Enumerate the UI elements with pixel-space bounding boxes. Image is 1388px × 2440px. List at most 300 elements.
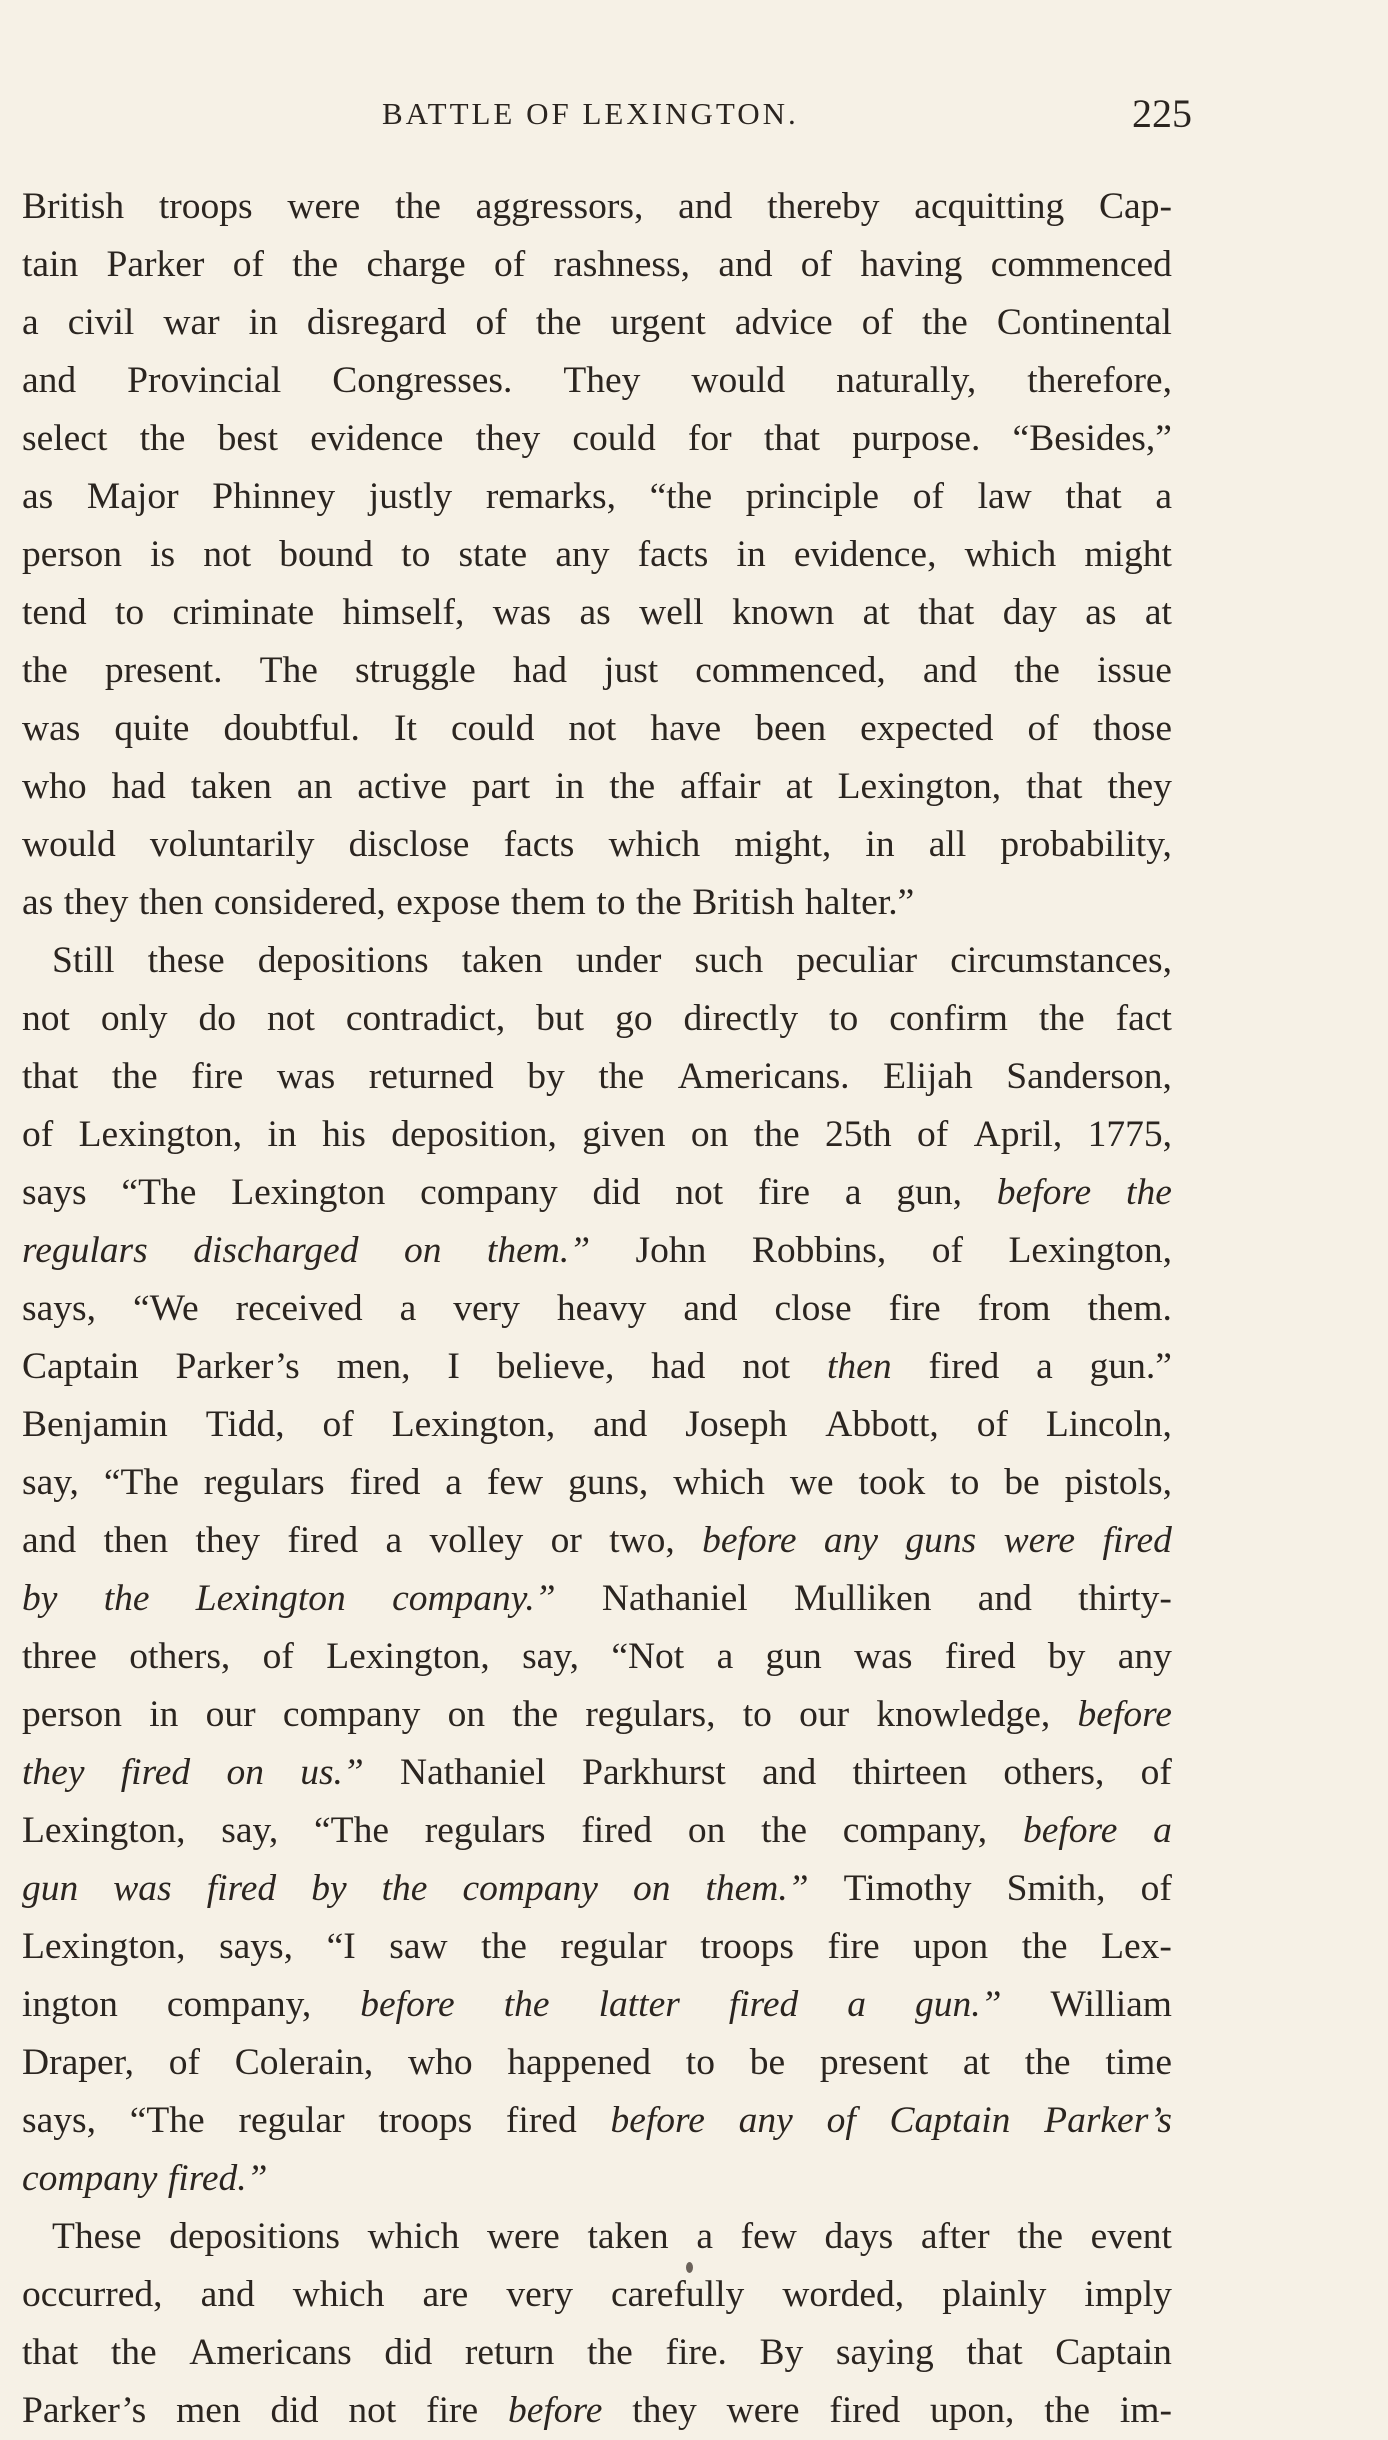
word: “the	[649, 476, 713, 517]
word: to	[829, 998, 859, 1039]
word: contradict,	[345, 998, 506, 1039]
text-line	[22, 758, 1172, 816]
word: in	[865, 824, 895, 865]
text-line	[22, 642, 1172, 700]
word: volley	[429, 1520, 524, 1561]
text-line	[22, 1570, 1172, 1628]
word: an	[296, 766, 333, 807]
word: event	[1090, 2216, 1172, 2257]
word: the	[395, 186, 441, 227]
word: be	[749, 2042, 786, 2083]
word: Congresses.	[332, 360, 513, 401]
word: of	[494, 244, 526, 285]
word: the	[22, 650, 68, 691]
word: and	[200, 2274, 255, 2315]
word: by	[22, 1578, 58, 1619]
word: Abbott,	[825, 1404, 939, 1445]
word: regular	[238, 2100, 345, 2141]
word: Parker’s	[1044, 2100, 1172, 2141]
word: on	[403, 1230, 442, 1271]
word: took	[858, 1462, 926, 1503]
word: the	[381, 1868, 428, 1909]
word: Benjamin	[22, 1404, 168, 1445]
text-line	[22, 1976, 1172, 2034]
word: that	[22, 2332, 79, 2373]
word: says,	[22, 1288, 96, 1329]
word: known	[732, 592, 835, 633]
word: had	[651, 1346, 706, 1387]
word: all	[928, 824, 967, 865]
word: that	[918, 592, 975, 633]
word: bound	[279, 534, 374, 575]
word: and	[683, 1288, 738, 1329]
word: voluntarily	[149, 824, 315, 865]
word: as	[22, 476, 54, 517]
word: return	[464, 2332, 555, 2373]
word: ington	[22, 1984, 118, 2025]
word: which	[964, 534, 1057, 575]
word: Still	[52, 940, 115, 981]
word: in	[149, 1694, 179, 1735]
text-line	[22, 2382, 1172, 2440]
word: fired	[944, 1636, 1016, 1677]
word: thirteen	[852, 1752, 968, 1793]
word: any	[823, 1520, 879, 1561]
word: they	[475, 418, 541, 459]
word: them.”	[486, 1230, 591, 1271]
word: Lexington,	[1008, 1230, 1172, 1271]
word: commenced	[990, 244, 1172, 285]
word: say,	[221, 1810, 279, 1851]
word: the	[1017, 2216, 1064, 2257]
word: knowledge,	[876, 1694, 1051, 1735]
word: Cap-	[1099, 186, 1172, 227]
word: halter.”	[804, 882, 915, 923]
word: by	[1047, 1636, 1086, 1677]
word: law	[977, 476, 1032, 517]
word: fire	[827, 1926, 880, 1967]
word: the	[761, 1810, 807, 1851]
word: regulars,	[585, 1694, 716, 1735]
word: “The	[129, 2100, 205, 2141]
word: to	[685, 2042, 715, 2083]
word: Lexington,	[22, 1810, 186, 1851]
word: the	[1021, 1926, 1068, 1967]
word: imply	[1084, 2274, 1172, 2315]
word: says,	[219, 1926, 294, 1967]
word: not	[568, 708, 617, 749]
word: Captain	[889, 2100, 1011, 2141]
word: any	[1117, 1636, 1172, 1677]
word: select	[22, 418, 108, 459]
running-head	[22, 91, 1192, 136]
text-line	[22, 874, 1172, 932]
word: men	[176, 2390, 241, 2431]
word: fired	[581, 1810, 653, 1851]
word: others,	[1003, 1752, 1105, 1793]
word: us.”	[300, 1752, 364, 1793]
word: Timothy	[843, 1868, 972, 1909]
word: fire	[426, 2390, 479, 2431]
word: but	[536, 998, 585, 1039]
word: days	[824, 2216, 894, 2257]
word: Elijah	[883, 1056, 973, 1097]
word: as	[1085, 592, 1117, 633]
word: plainly	[942, 2274, 1047, 2315]
word: latter	[598, 1984, 680, 2025]
word: thereby	[767, 186, 880, 227]
word: which	[608, 824, 701, 865]
word: Lexington,	[326, 1636, 490, 1677]
word: company	[462, 1868, 598, 1909]
word: them	[510, 882, 586, 923]
word: a	[445, 1462, 462, 1503]
word: Americans.	[677, 1056, 850, 1097]
word: facts	[503, 824, 575, 865]
word: at	[962, 2042, 990, 2083]
word: in	[267, 1114, 297, 1155]
word: had	[512, 650, 567, 691]
word: saw	[389, 1926, 448, 1967]
word: I	[447, 1346, 460, 1387]
word: state	[458, 534, 528, 575]
word: of	[1140, 1752, 1172, 1793]
word: taken	[587, 2216, 669, 2257]
word: “I	[326, 1926, 356, 1967]
word: then	[103, 1520, 169, 1561]
word: evidence	[310, 418, 444, 459]
word: Lexington,	[391, 1404, 556, 1445]
word: principle	[745, 476, 880, 517]
word: his	[322, 1114, 366, 1155]
word: the	[598, 1056, 645, 1097]
word: received	[235, 1288, 363, 1329]
word: gun,	[896, 1172, 962, 1213]
word: and	[22, 1520, 77, 1561]
word: of	[22, 1114, 54, 1155]
word: fired	[728, 1984, 799, 2025]
word: fired	[928, 1346, 1000, 1387]
word: Lex-	[1101, 1926, 1172, 1967]
word: Lexington,	[78, 1114, 243, 1155]
word: Phinney	[212, 476, 336, 517]
word: the	[922, 302, 968, 343]
word: These	[52, 2216, 142, 2257]
word: occurred,	[22, 2274, 163, 2315]
word: fired.”	[167, 2158, 268, 2199]
word: that	[22, 1056, 79, 1097]
word: Continental	[996, 302, 1172, 343]
word: the	[636, 882, 682, 923]
word: well	[639, 592, 704, 633]
word: few	[486, 1462, 544, 1503]
word: and	[593, 1404, 648, 1445]
word: They	[563, 360, 641, 401]
word: Parker	[106, 244, 205, 285]
word: aggressors,	[475, 186, 644, 227]
word: depositions	[257, 940, 429, 981]
text-line	[22, 1744, 1172, 1802]
word: fire	[757, 1172, 811, 1213]
word: 1775,	[1087, 1114, 1172, 1155]
text-line	[22, 816, 1172, 874]
word: we	[789, 1462, 834, 1503]
word: before	[1077, 1694, 1172, 1735]
word: do	[198, 998, 237, 1039]
word: by	[311, 1868, 347, 1909]
word: them.	[1087, 1288, 1172, 1329]
word: on	[226, 1752, 264, 1793]
word: as	[22, 882, 54, 923]
word: that	[1026, 766, 1083, 807]
word: did	[384, 2332, 433, 2373]
word: a	[385, 1520, 403, 1561]
word: who	[408, 2042, 473, 2083]
text-line	[22, 352, 1172, 410]
word: might	[1084, 534, 1172, 575]
text-line	[22, 1860, 1172, 1918]
word: the	[1014, 650, 1060, 691]
word: returned	[368, 1056, 494, 1097]
word: the	[103, 1578, 150, 1619]
word: troops	[158, 186, 253, 227]
word: and	[977, 1578, 1032, 1619]
word: fire.	[665, 2332, 727, 2373]
word: then	[138, 882, 204, 923]
word: and	[22, 360, 77, 401]
word: by	[527, 1056, 565, 1097]
word: deposition,	[391, 1114, 557, 1155]
word: after	[920, 2216, 990, 2257]
word: be	[1004, 1462, 1040, 1503]
text-line	[22, 2092, 1172, 2150]
text-line	[22, 1048, 1172, 1106]
word: “The	[314, 1810, 389, 1851]
word: of	[931, 1230, 963, 1271]
word: to	[596, 882, 626, 923]
word: them.”	[705, 1868, 809, 1909]
word: im-	[1119, 2390, 1172, 2431]
word: present	[819, 2042, 929, 2083]
text-line	[22, 410, 1172, 468]
word: of	[861, 302, 893, 343]
word: regular	[560, 1926, 667, 1967]
word: have	[650, 708, 722, 749]
word: few	[740, 2216, 797, 2257]
word: Lexington	[231, 1172, 386, 1213]
word: a	[716, 1636, 734, 1677]
word: fact	[1115, 998, 1172, 1039]
word: Smith,	[1006, 1868, 1106, 1909]
word: disclose	[348, 824, 470, 865]
word: Colerain,	[234, 2042, 374, 2083]
word: is	[150, 534, 176, 575]
word: a	[847, 1984, 867, 2025]
word: company	[22, 2158, 158, 2199]
word: civil	[67, 302, 135, 343]
word: time	[1105, 2042, 1172, 2083]
word: person	[22, 534, 122, 575]
word: not	[675, 1172, 724, 1213]
word: a	[22, 302, 39, 343]
word: regulars	[22, 1230, 148, 1271]
text-line	[22, 294, 1172, 352]
word: to	[742, 1694, 772, 1735]
word: of	[232, 244, 264, 285]
word: was	[22, 708, 81, 749]
word: were	[287, 186, 361, 227]
word: probability,	[1000, 824, 1172, 865]
word: a	[1153, 1810, 1172, 1851]
word: for	[687, 418, 732, 459]
text-line	[22, 1396, 1172, 1454]
word: company	[282, 1694, 421, 1735]
word: under	[576, 940, 662, 981]
word: “We	[132, 1288, 199, 1329]
word: three	[22, 1636, 97, 1677]
word: of	[1140, 1868, 1172, 1909]
word: were	[1003, 1520, 1076, 1561]
word: John	[635, 1230, 707, 1271]
word: at	[1144, 592, 1172, 633]
word: which	[367, 2216, 460, 2257]
word: not	[267, 998, 315, 1039]
word: guns	[905, 1520, 977, 1561]
word: before	[996, 1172, 1092, 1213]
word: facts	[637, 534, 709, 575]
word: fire	[191, 1056, 244, 1097]
word: at	[785, 766, 813, 807]
word: say,	[522, 1636, 579, 1677]
word: before	[610, 2100, 705, 2141]
word: William	[1050, 1984, 1172, 2025]
word: Joseph	[685, 1404, 788, 1445]
word: the	[535, 302, 582, 343]
word: naturally,	[836, 360, 977, 401]
word: to	[401, 534, 431, 575]
text-line	[22, 2034, 1172, 2092]
word: and	[762, 1752, 817, 1793]
word: they	[63, 882, 129, 923]
word: fired	[829, 2390, 901, 2431]
word: the	[292, 244, 339, 285]
word: our	[799, 1694, 850, 1735]
word: Americans	[189, 2332, 352, 2373]
word: any	[555, 534, 610, 575]
word: company,	[842, 1810, 988, 1851]
word: in	[248, 302, 278, 343]
text-line	[22, 932, 1172, 990]
text-line	[22, 2324, 1172, 2382]
word: who	[22, 766, 87, 807]
word: might,	[734, 824, 832, 865]
word: himself,	[342, 592, 465, 633]
word: Parkhurst	[582, 1752, 726, 1793]
word: did	[270, 2390, 319, 2431]
text-line	[22, 1918, 1172, 1976]
word: tend	[22, 592, 87, 633]
word: company	[420, 1172, 558, 1213]
word: of	[912, 476, 944, 517]
word: fired	[120, 1752, 191, 1793]
word: troops	[700, 1926, 794, 1967]
word: expose	[396, 882, 501, 923]
word: the	[139, 418, 186, 459]
word: are	[422, 2274, 469, 2315]
word: of	[917, 1114, 949, 1155]
word: Lexington,	[22, 1926, 186, 1967]
word: a	[844, 1172, 862, 1213]
word: was	[113, 1868, 172, 1909]
word: Lincoln,	[1045, 1404, 1172, 1445]
word: go	[615, 998, 653, 1039]
word: the	[753, 1114, 800, 1155]
word: say,	[22, 1462, 79, 1503]
word: fired	[349, 1462, 421, 1503]
word: the	[1044, 2390, 1091, 2431]
word: of	[976, 1404, 1008, 1445]
word: were	[726, 2390, 800, 2431]
word: discharged	[193, 1230, 359, 1271]
word: peculiar	[796, 940, 918, 981]
word: person	[22, 1694, 122, 1735]
word: that	[763, 418, 821, 459]
word: “Besides,”	[1012, 418, 1172, 459]
word: circumstances,	[950, 940, 1172, 981]
word: close	[774, 1288, 852, 1329]
word: before	[1022, 1810, 1118, 1851]
word: did	[592, 1172, 641, 1213]
word: fired	[505, 2100, 577, 2141]
word: upon	[913, 1926, 989, 1967]
word: only	[100, 998, 168, 1039]
word: before	[360, 1984, 455, 2025]
word: they	[22, 1752, 85, 1793]
word: in	[736, 534, 766, 575]
word: they	[632, 2390, 697, 2431]
word: pistols,	[1064, 1462, 1172, 1503]
text-line	[22, 468, 1172, 526]
word: was	[276, 1056, 336, 1097]
word: regulars	[424, 1810, 546, 1851]
word: acquitting	[914, 186, 1065, 227]
word: Major	[86, 476, 179, 517]
word: the	[110, 2332, 157, 2373]
word: of	[322, 1404, 354, 1445]
word: of	[168, 2042, 200, 2083]
word: the	[111, 1056, 158, 1097]
word: to	[114, 592, 145, 633]
word: Captain	[22, 1346, 139, 1387]
word: and	[718, 244, 773, 285]
word: “The	[121, 1172, 197, 1213]
word: was	[492, 592, 552, 633]
word: Draper,	[22, 2042, 134, 2083]
word: worded,	[782, 2274, 905, 2315]
word: remarks,	[485, 476, 616, 517]
word: British	[22, 186, 125, 227]
word: gun	[22, 1868, 79, 1909]
word: as	[579, 592, 611, 633]
body-text	[22, 178, 1172, 2440]
word: given	[582, 1114, 666, 1155]
word: “The	[103, 1462, 179, 1503]
word: any	[738, 2100, 793, 2141]
word: had	[111, 766, 166, 807]
text-line	[22, 1686, 1172, 1744]
word: could	[451, 708, 535, 749]
word: before	[702, 1520, 797, 1561]
